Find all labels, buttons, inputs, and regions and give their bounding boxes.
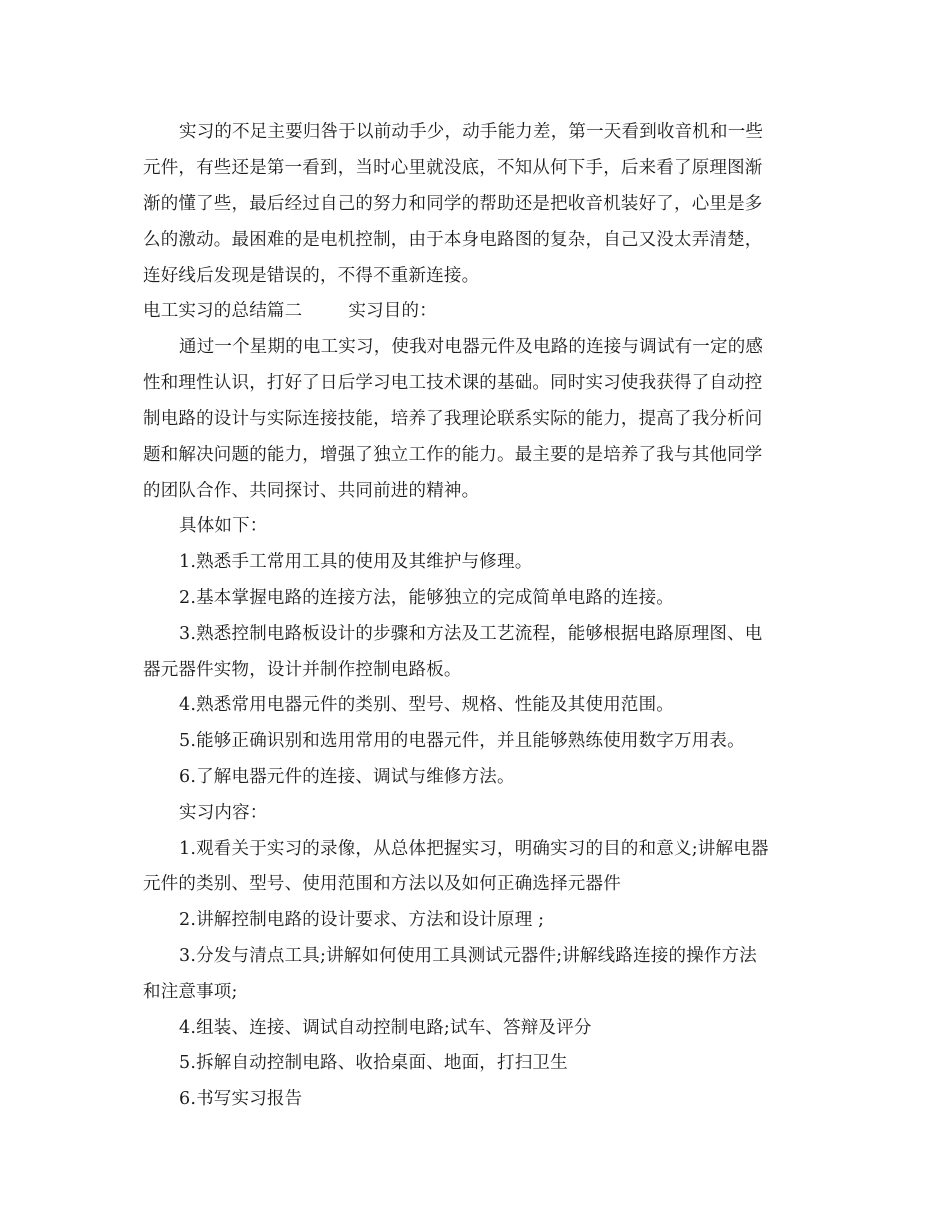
text-line-7: 通过一个星期的电工实习，使我对电器元件及电路的连接与调试有一定的感 — [179, 337, 764, 357]
text-line-2: 元件，有些还是第一看到，当时心里就没底，不知从何下手，后来看了原理图渐 — [143, 158, 763, 178]
text-line-10: 题和解决问题的能力，增强了独立工作的能力。最主要的是培养了我与其他同学 — [143, 445, 763, 465]
text-line-25: 和注意事项; — [143, 982, 238, 1002]
text-line-20: 实习内容： — [179, 803, 268, 823]
text-line-27: 5.拆解自动控制电路、收拾桌面、地面，打扫卫生 — [179, 1053, 568, 1073]
text-line-17: 4.熟悉常用电器元件的类别、型号、规格、性能及其使用范围。 — [179, 695, 674, 715]
text-line-16: 器元器件实物，设计并制作控制电路板。 — [143, 660, 462, 680]
text-line-5: 连好线后发现是错误的，不得不重新连接。 — [143, 266, 480, 286]
text-line-24: 3.分发与清点工具;讲解如何使用工具测试元器件;讲解线路连接的操作方法 — [179, 946, 757, 966]
text-line-15: 3.熟悉控制电路板设计的步骤和方法及工艺流程，能够根据电路原理图、电 — [179, 624, 763, 644]
text-line-26: 4.组装、连接、调试自动控制电路;试车、答辩及评分 — [179, 1018, 592, 1038]
text-line-1: 实习的不足主要归咎于以前动手少，动手能力差，第一天看到收音机和一些 — [179, 122, 764, 142]
text-line-18: 5.能够正确识别和选用常用的电器元件，并且能够熟练使用数字万用表。 — [179, 731, 745, 751]
text-line-19: 6.了解电器元件的连接、调试与维修方法。 — [179, 767, 515, 787]
text-line-21: 1.观看关于实习的录像，从总体把握实习，明确实习的目的和意义;讲解电器 — [179, 839, 769, 859]
section-heading: 电工实习的总结篇二 实习目的： — [143, 301, 437, 321]
text-line-11: 的团队合作、共同探讨、共同前进的精神。 — [143, 481, 480, 501]
text-line-14: 2.基本掌握电路的连接方法，能够独立的完成简单电路的连接。 — [179, 588, 674, 608]
text-line-9: 制电路的设计与实际连接技能，培养了我理论联系实际的能力，提高了我分析问 — [143, 409, 763, 429]
text-line-13: 1.熟悉手工常用工具的使用及其维护与修理。 — [179, 552, 533, 572]
text-line-8: 性和理性认识，打好了日后学习电工技术课的基础。同时实习使我获得了自动控 — [143, 373, 763, 393]
text-line-4: 么的激动。最困难的是电机控制，由于本身电路图的复杂，自己又没太弄清楚， — [143, 230, 763, 250]
text-line-23: 2.讲解控制电路的设计要求、方法和设计原理 ; — [179, 910, 545, 930]
text-line-12: 具体如下： — [179, 516, 268, 536]
text-line-28: 6.书写实习报告 — [179, 1089, 303, 1109]
text-line-3: 渐的懂了些，最后经过自己的努力和同学的帮助还是把收音机装好了，心里是多 — [143, 194, 763, 214]
text-line-22: 元件的类别、型号、使用范围和方法以及如何正确选择元器件 — [143, 874, 621, 894]
